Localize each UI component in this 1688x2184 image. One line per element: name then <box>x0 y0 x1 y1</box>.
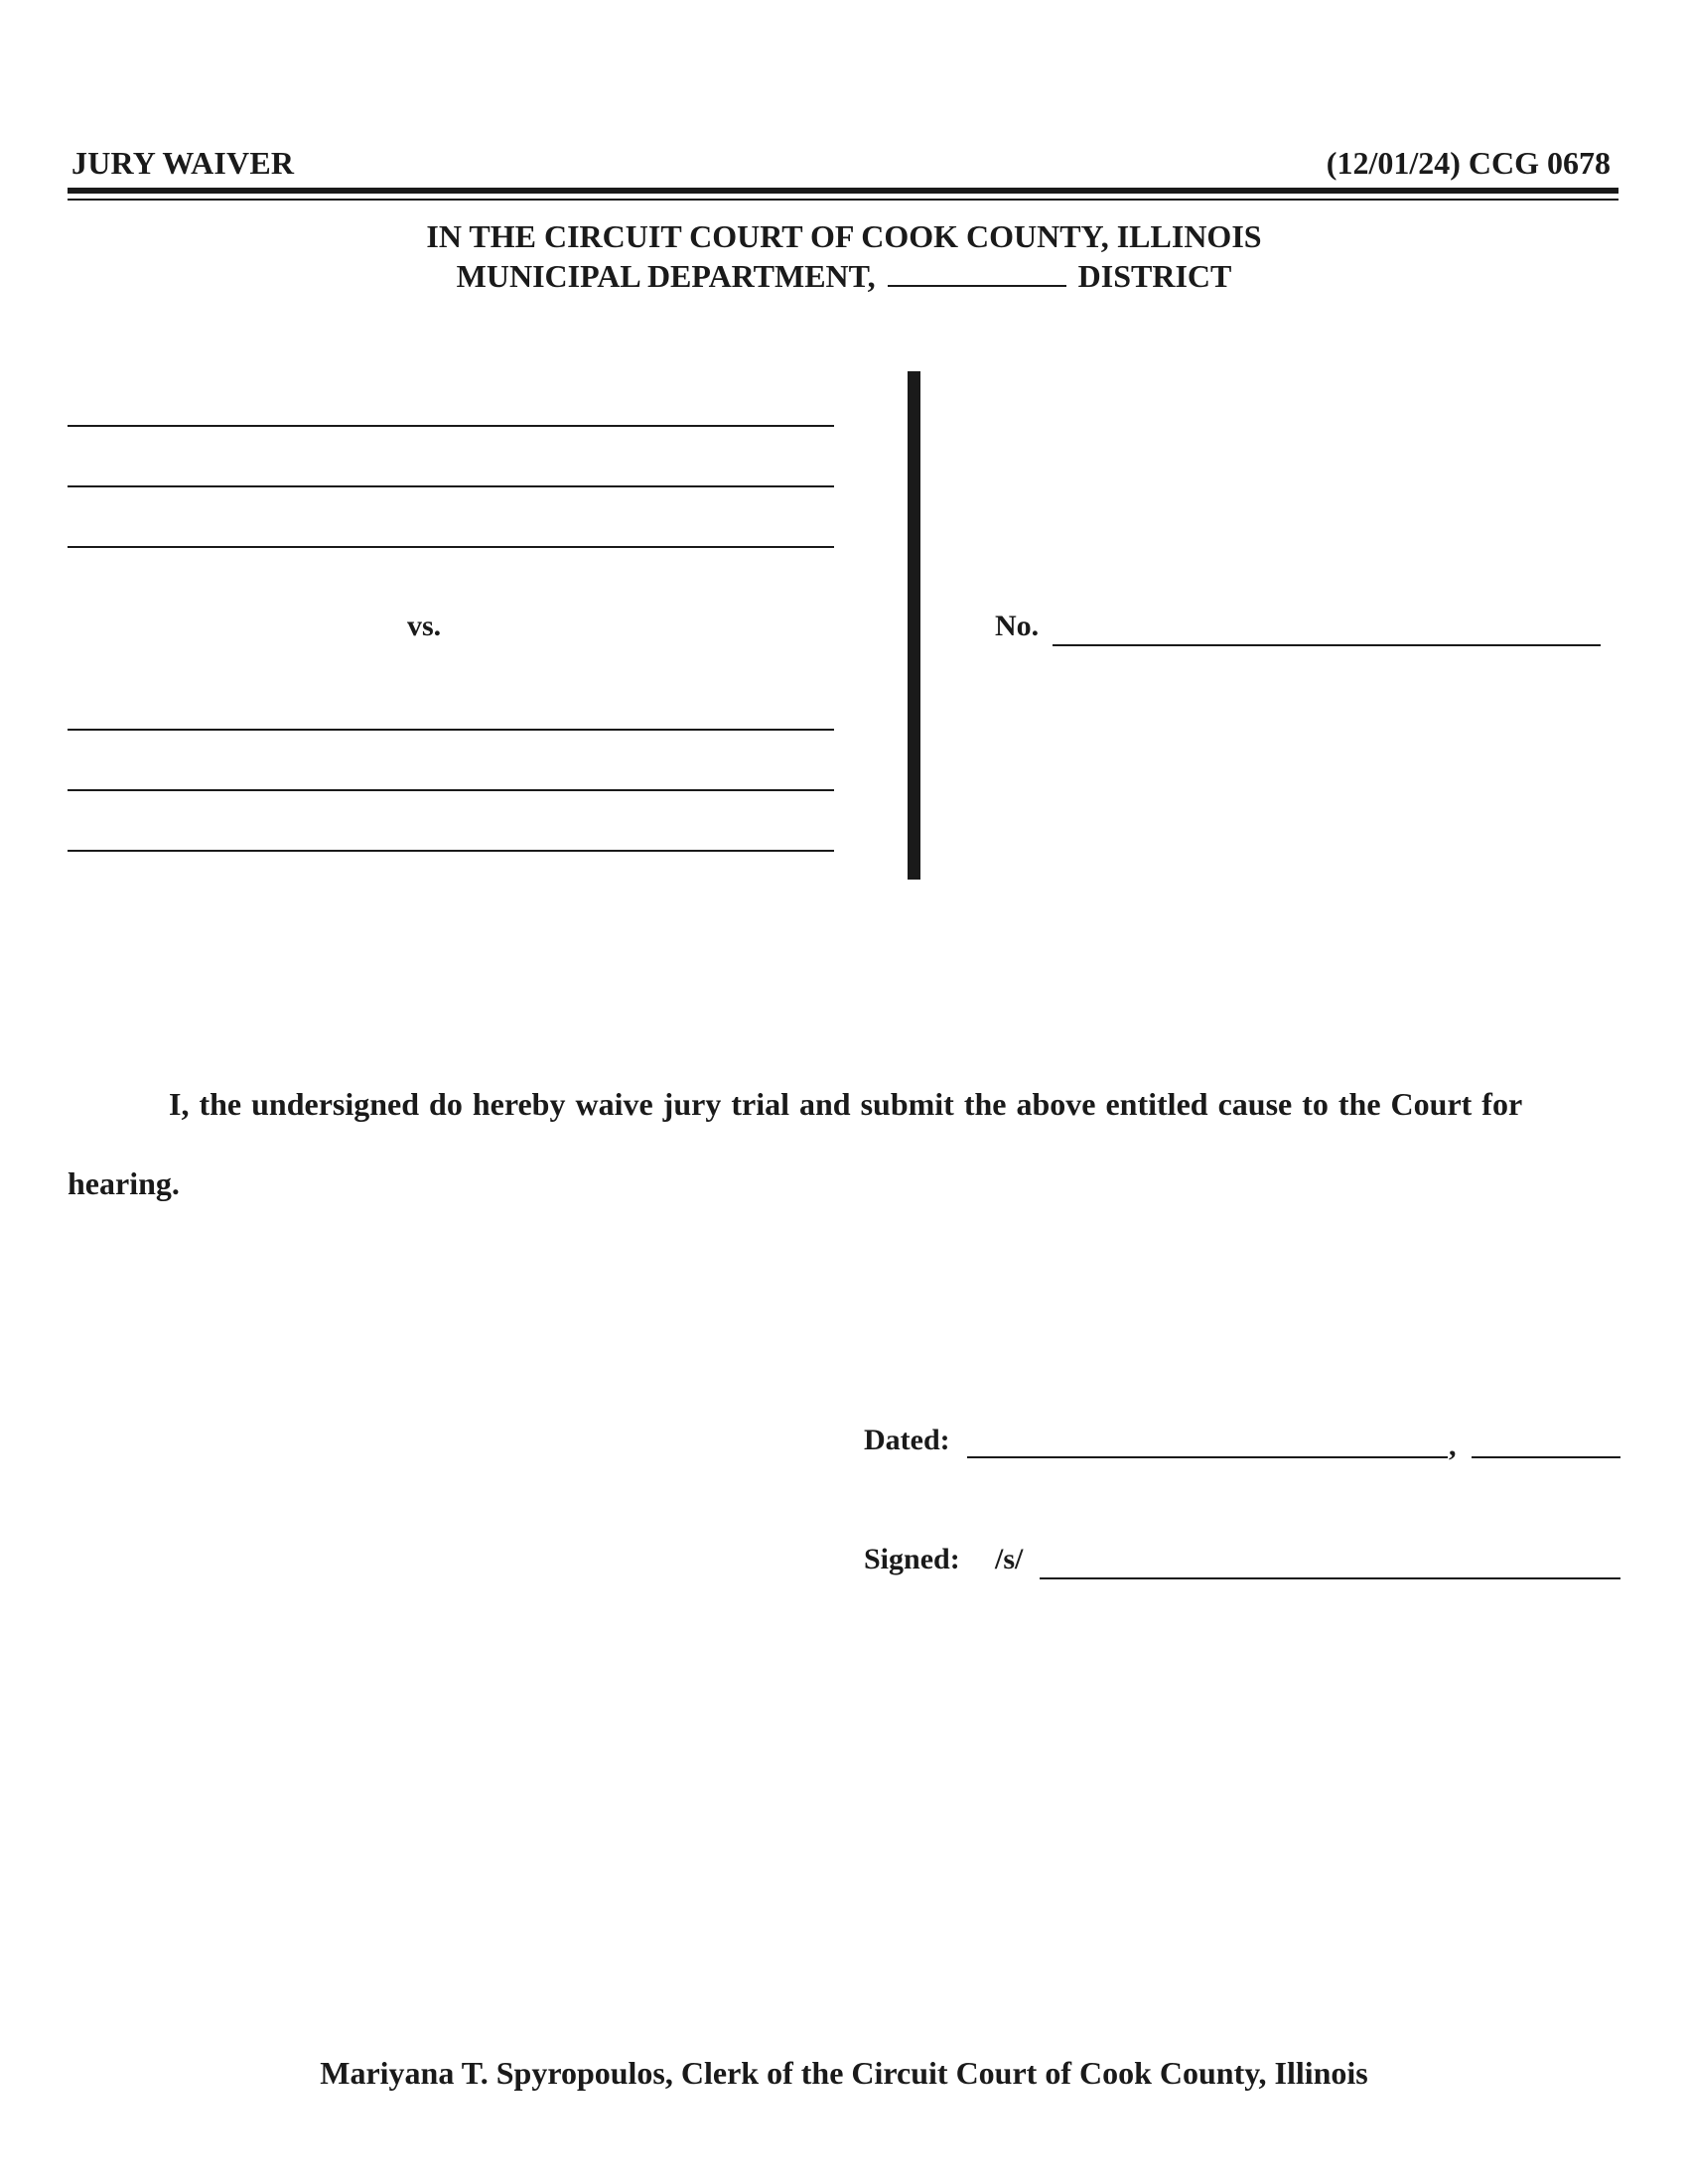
case-number-label: No. <box>995 610 1040 642</box>
header-rule-thin <box>68 199 1618 201</box>
department-line <box>0 257 1688 295</box>
year-field[interactable] <box>1472 1456 1620 1458</box>
defendant-line-2[interactable] <box>68 789 834 791</box>
case-number-field[interactable] <box>1053 644 1601 646</box>
plaintiff-line-3[interactable] <box>68 546 834 548</box>
signature-field[interactable] <box>1040 1577 1620 1579</box>
court-name: IN THE CIRCUIT COURT OF COOK COUNTY, ILLINOIS <box>426 218 1262 254</box>
department-label: MUNICIPAL DEPARTMENT, <box>456 258 876 294</box>
defendant-line-1[interactable] <box>68 729 834 731</box>
district-label: DISTRICT <box>1077 258 1232 294</box>
waiver-statement: I, the undersigned do hereby waive jury trial and submit the above entitled cause to the Court for hearing. <box>68 1086 1522 1201</box>
form-title: JURY WAIVER <box>71 145 295 181</box>
plaintiff-line-2[interactable] <box>68 485 834 487</box>
date-comma: , <box>1449 1430 1457 1462</box>
date-field[interactable] <box>967 1456 1448 1458</box>
caption-divider <box>908 371 920 880</box>
signature-prefix: /s/ <box>995 1543 1024 1575</box>
header-rule-thick <box>68 188 1618 194</box>
defendant-line-3[interactable] <box>68 850 834 852</box>
form-code: (12/01/24) CCG 0678 <box>1326 145 1611 181</box>
clerk-footer: Mariyana T. Spyropoulos, Clerk of the Circuit Court of Cook County, Illinois <box>320 2055 1368 2091</box>
versus-label: vs. <box>407 610 442 642</box>
dated-label: Dated: <box>864 1424 950 1456</box>
district-blank[interactable] <box>888 257 1066 287</box>
signed-label: Signed: <box>864 1543 960 1575</box>
plaintiff-line-1[interactable] <box>68 425 834 427</box>
